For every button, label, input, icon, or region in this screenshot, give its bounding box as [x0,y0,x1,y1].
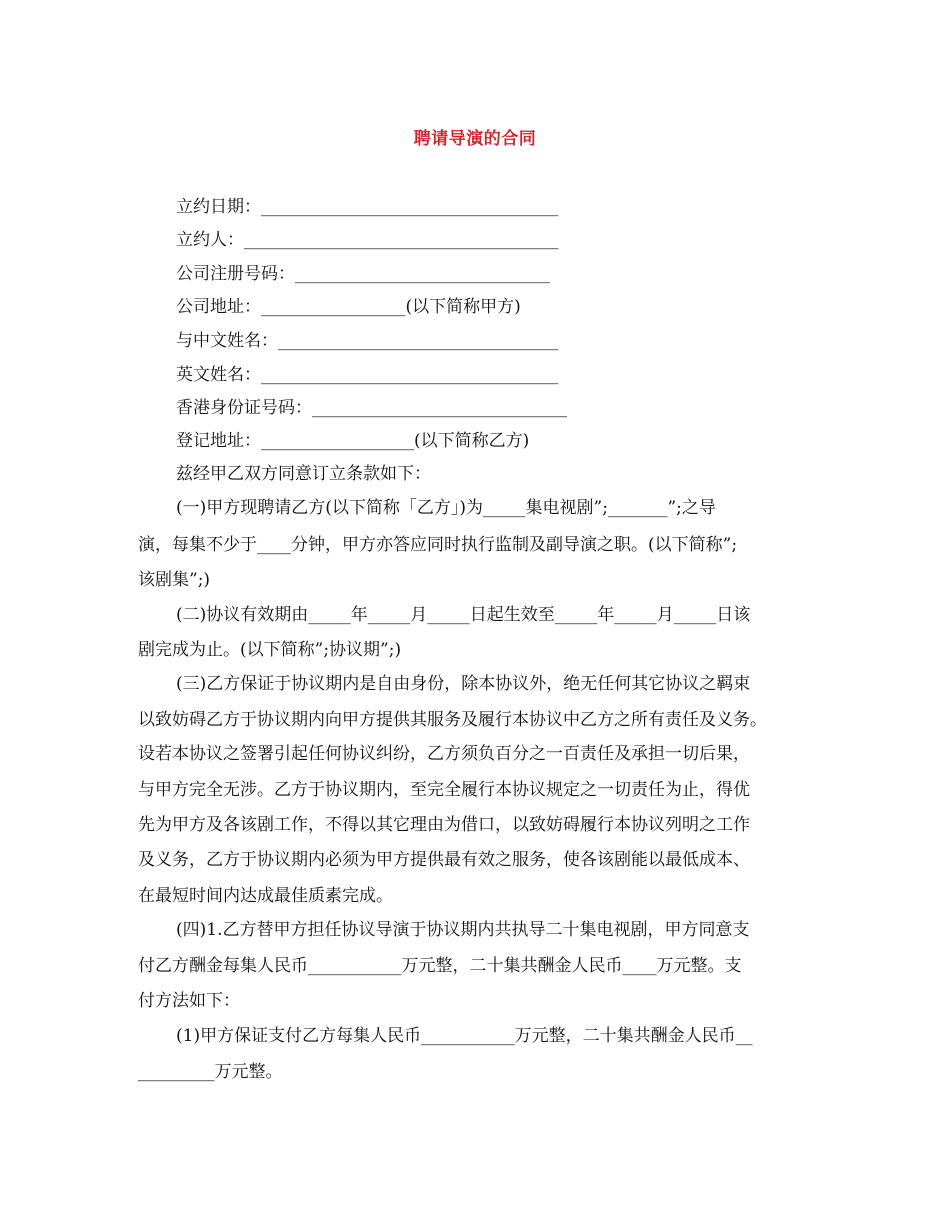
clause-4-line-3: 付方法如下： [138,991,240,1011]
field-company-registration-number: 公司注册号码：______________________________ [176,264,550,284]
field-english-name: 英文姓名：___________________________________ [176,365,559,385]
clause-2-line-1: (二)协议有效期由_____年_____月_____日起生效至_____年_____月_____日该 [176,605,751,625]
field-company-address: 公司地址：_________________(以下简称甲方) [176,297,521,317]
clause-3-line-4: 与甲方完全无涉。乙方于协议期内，至完全履行本协议规定之一切责任为止，得优 [138,780,750,800]
clause-3-line-5: 先为甲方及各该剧工作，不得以其它理由为借口，以致妨碍履行本协议列明之工作 [138,815,750,835]
clause-4-1-line-2: _________万元整。 [138,1062,283,1082]
field-registered-address: 登记地址：__________________(以下简称乙方) [176,431,530,451]
intro-text: 兹经甲乙双方同意订立条款如下： [176,464,431,484]
clause-3-line-7: 在最短时间内达成最佳质素完成。 [138,886,393,906]
clause-4-line-2: 付乙方酬金每集人民币___________万元整，二十集共酬金人民币____万元整。支 [138,956,742,976]
clause-4-line-1: (四)1.乙方替甲方担任协议导演于协议期内共执导二十集电视剧，甲方同意支 [176,920,750,940]
field-hk-id-number: 香港身份证号码：______________________________ [176,398,567,418]
clause-1-line-3: 该剧集”;) [138,570,211,590]
clause-3-line-6: 及义务，乙方于协议期内必须为甲方提供最有效之服务，使各该剧能以最低成本、 [138,850,750,870]
clause-2-line-2: 剧完成为止。(以下简称”;协议期”;) [138,640,402,660]
clause-3-line-2: 以致妨碍乙方于协议期内向甲方提供其服务及履行本协议中乙方之所有责任及义务。 [138,710,767,730]
field-contracting-party: 立约人：_____________________________________ [176,230,559,250]
clause-4-1-line-1: (1)甲方保证支付乙方每集人民币___________万元整，二十集共酬金人民币__ [176,1026,753,1046]
field-chinese-name: 与中文姓名：_________________________________ [176,331,559,351]
clause-1-line-1: (一)甲方现聘请乙方(以下简称「乙方」)为_____集电视剧”;_______”;之导 [176,498,716,518]
clause-1-line-2: 演，每集不少于____分钟，甲方亦答应同时执行监制及副导演之职。(以下简称”; [138,535,738,555]
clause-3-line-3: 设若本协议之签署引起任何协议纠纷，乙方须负百分之一百责任及承担一切后果， [138,744,750,764]
document-title: 聘请导演的合同 [413,129,537,149]
clause-3-line-1: (三)乙方保证于协议期内是自由身份，除本协议外，绝无任何其它协议之羁束 [176,674,751,694]
field-contract-date: 立约日期：___________________________________ [176,197,559,217]
